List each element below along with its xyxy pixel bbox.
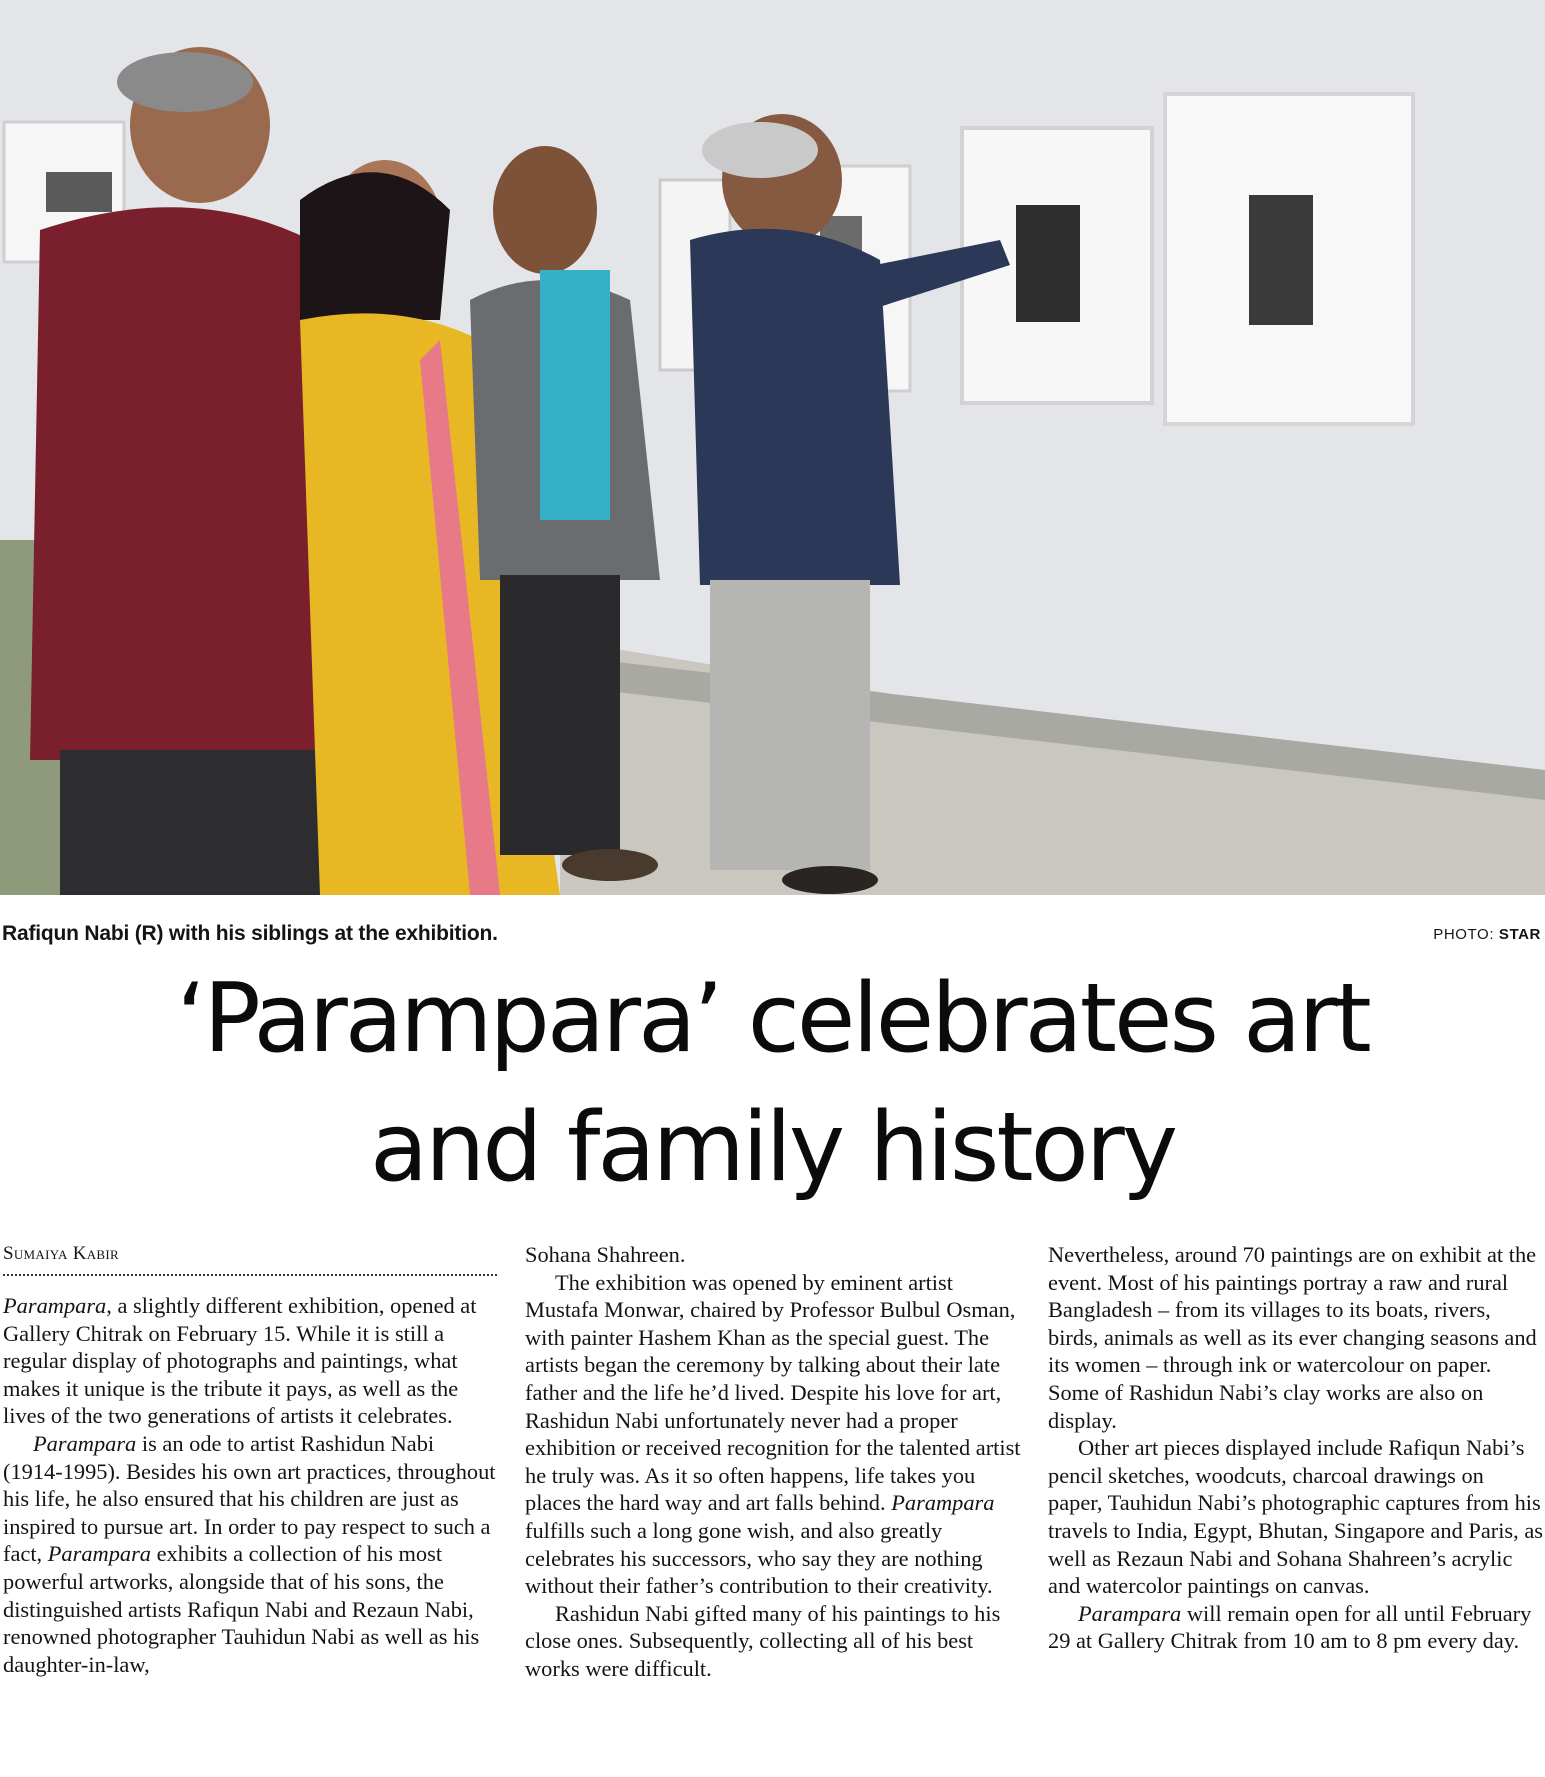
paragraph-text: is an ode to artist Rashidun Nabi (1914-1995). Besides his own art practices, throughout his life, he also ensured that his children are just as inspired to pursue art. In order to pay respect to such a fact, xyxy=(3,1430,496,1567)
italic-title: Parampara xyxy=(891,1490,995,1516)
article-paragraph: Nevertheless, around 70 paintings are on exhibit at the event. Most of his paintings portray a raw and rural Bangladesh – from its villages to its boats, rivers, birds, animals as well as its ever changing seasons and its women – through ink or watercolour on paper. Some of Rashidun Nabi’s clay works are also on display. xyxy=(1048,1242,1537,1433)
paragraph-text: The exhibition was opened by eminent artist Mustafa Monwar, chaired by Professor Bulbul Osman, with painter Hashem Khan as the special guest. The artists began the ceremony by talking about their late father and the life he’d lived. Despite his love for art, Rashidun Nabi unfortunately never had a proper exhibition or received recognition for the talented artist he truly was. As it so often happens, life takes you places the hard way and art falls behind. xyxy=(525,1269,1021,1516)
photo-caption: Rafiqun Nabi (R) with his siblings at the exhibition. xyxy=(2,922,498,945)
photo-credit-label: PHOTO: xyxy=(1433,926,1495,943)
article-column-1 xyxy=(3,1292,498,1678)
italic-title: Parampara xyxy=(47,1541,152,1567)
photo-credit-source: STAR xyxy=(1498,926,1541,943)
headline-line-1: ‘Parampara’ celebrates art xyxy=(176,964,1369,1074)
italic-title: Parampara xyxy=(3,1293,107,1318)
italic-title: Parampara xyxy=(33,1430,137,1456)
article-paragraph: Rashidun Nabi gifted many of his paintings to his close ones. Subsequently, collecting all of his best works were difficult. xyxy=(525,1600,1001,1681)
paragraph-text: , a slightly different exhibition, opened at Gallery Chitrak on February 15. While it is still a regular display of photographs and paintings, what makes it unique is the tribute it pays, as well as the lives of the two generations of artists it celebrates. xyxy=(3,1293,477,1429)
article-column-3 xyxy=(1048,1241,1543,1655)
article-paragraph: Other art pieces displayed include Rafiqun Nabi’s pencil sketches, woodcuts, charcoal drawings on paper, Tauhidun Nabi’s photographic captures from his travels to India, Egypt, Bhutan, Singapore and Paris, as well as Rezaun Nabi and Sohana Shahreen’s acrylic and watercolor paintings on canvas. xyxy=(1048,1435,1543,1599)
headline xyxy=(0,955,1545,1213)
headline-line-2: and family history xyxy=(369,1093,1176,1203)
paragraph-text: will remain open for all until February 29 at Gallery Chitrak from 10 am to 8 pm every day. xyxy=(1048,1600,1532,1654)
article-paragraph xyxy=(3,1292,498,1430)
article-column-2 xyxy=(525,1241,1025,1683)
paragraph-text: fulfills such a long gone wish, and also greatly celebrates his successors, who say they are nothing without their father’s contribution to their creativity. xyxy=(525,1517,993,1599)
article-paragraph xyxy=(525,1269,1025,1600)
wall-frame xyxy=(1165,94,1413,424)
italic-title: Parampara xyxy=(1078,1600,1182,1626)
byline: Sumaiya Kabir xyxy=(3,1243,497,1276)
article-paragraph: Sohana Shahreen. xyxy=(525,1242,686,1267)
article-paragraph xyxy=(3,1430,498,1678)
paragraph-text: exhibits a collection of his most powerful artworks, alongside that of his sons, the distinguished artists Rafiqun Nabi and Rezaun Nabi, renowned photographer Tauhidun Nabi as well as his daughter-in-law, xyxy=(3,1541,480,1677)
article-paragraph xyxy=(1048,1600,1543,1655)
photo-credit xyxy=(1433,926,1541,943)
